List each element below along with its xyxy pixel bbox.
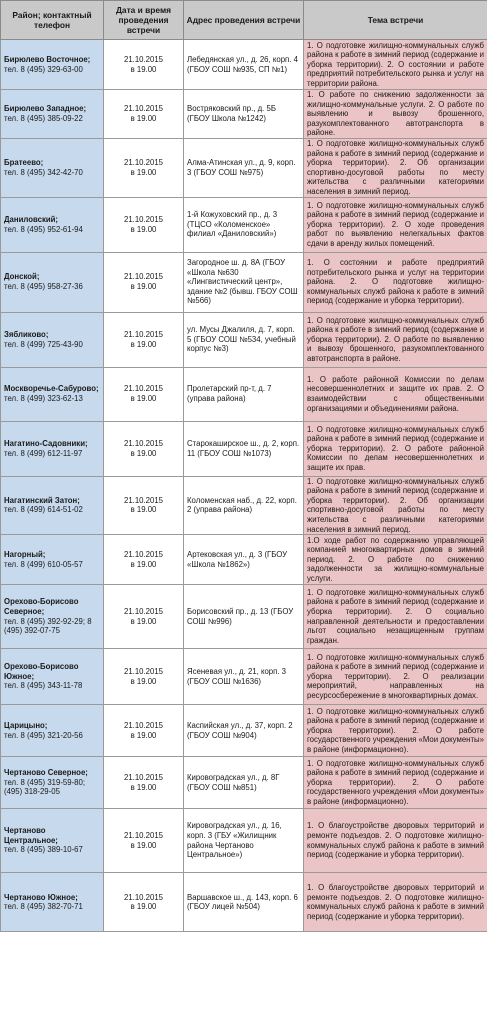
address-cell: Варшавское ш., д. 143, корп. 6 (ГБОУ лицей №504) [184, 873, 304, 932]
topic-cell: 1. О подготовке жилищно-коммунальных служб района к работе в зимний период (содержание и уборка территории). 2. О состоянии и работе предприятий потребительского рынка и услуг на территории района. [304, 40, 487, 90]
meeting-date: 21.10.2015 [123, 495, 164, 505]
district-cell [1, 757, 104, 809]
datetime-cell [104, 197, 184, 252]
district-name: Даниловский; [4, 214, 59, 224]
district-cell [1, 197, 104, 252]
district-name: Нагатино-Садовники; [4, 438, 88, 448]
district-phone: тел. 8 (495) 389-10-67 [4, 845, 83, 855]
district-cell [1, 649, 104, 705]
meeting-time: в 19.00 [130, 394, 157, 404]
datetime-cell [104, 312, 184, 367]
datetime-cell [104, 90, 184, 139]
district-cell [1, 873, 104, 932]
district-cell [1, 705, 104, 757]
datetime-cell [104, 757, 184, 809]
datetime-cell [104, 873, 184, 932]
topic-cell: 1. О подготовке жилищно-коммунальных служб района к работе в зимний период (содержание и уборка территории). 2. О социально направленной деятельности и предоставлении льгот социально незащищенным группам граждан. [304, 585, 487, 649]
topic-cell: 1. О работе районной Комиссии по делам несовершеннолетних и защите их прав. 2. О взаимодействии с общественными организациями и объединениями района. [304, 367, 487, 421]
table-row [1, 873, 487, 932]
table-header [1, 1, 487, 40]
header-topic: Тема встречи [304, 1, 487, 40]
meeting-date: 21.10.2015 [123, 54, 164, 64]
header-address: Адрес проведения встречи [184, 1, 304, 40]
district-phone: тел. 8 (499) 725-43-90 [4, 339, 83, 349]
meeting-time: в 19.00 [130, 114, 157, 123]
address-cell: Ясеневая ул., д. 21, корп. 3 (ГБОУ СОШ №1636) [184, 649, 304, 705]
datetime-cell [104, 649, 184, 705]
datetime-cell [104, 476, 184, 535]
table-row [1, 476, 487, 535]
district-phone: тел. 8 (499) 323-62-13 [4, 394, 83, 404]
meeting-date: 21.10.2015 [123, 384, 164, 394]
meeting-date: 21.10.2015 [123, 104, 164, 114]
topic-cell: 1. О подготовке жилищно-коммунальных служб района к работе в зимний период (содержание и уборка территории). 2. О работе государственного учреждения «Мои документы» в районе (информационно). [304, 705, 487, 757]
district-name: Зябликово; [4, 329, 49, 339]
address-cell: Загородное ш. д. 8А (ГБОУ «Школа №630 «Лингвистический центр», здание №2 (бывш. ГБОУ СОШ №566) [184, 252, 304, 312]
district-name: Царицыно; [4, 721, 48, 731]
meeting-date: 21.10.2015 [123, 667, 164, 677]
datetime-cell [104, 421, 184, 476]
district-cell [1, 367, 104, 421]
district-phone: тел. 8 (495) 342-42-70 [4, 167, 83, 177]
topic-cell: 1. О подготовке жилищно-коммунальных служб района к работе в зимний период (содержание и уборка территории). 2. О реализации мероприятий, направленных на ресурсосбережение в многоквартирных домах. [304, 649, 487, 705]
district-phone: тел. 8 (499) 610-05-57 [4, 559, 83, 569]
district-phone: тел. 8 (499) 614-51-02 [4, 505, 83, 515]
district-cell [1, 252, 104, 312]
topic-cell: 1. О работе по снижению задолженности за жилищно-коммунальные услуги. 2. О работе по выявлению и вывозу брошенного, разукомплектованного автотранспорта в районе. [304, 90, 487, 139]
table-row [1, 421, 487, 476]
address-cell: Старокаширское ш., д. 2, корп. 11 (ГБОУ СОШ №1073) [184, 421, 304, 476]
topic-cell: 1. О подготовке жилищно-коммунальных служб района к работе в зимний период (содержание и уборка территории). 2. О работе государственного учреждения «Мои документы» в районе (информационно). [304, 757, 487, 809]
table-row [1, 139, 487, 198]
district-cell [1, 312, 104, 367]
meeting-time: в 19.00 [130, 448, 157, 458]
meeting-time: в 19.00 [130, 282, 157, 292]
district-name: Орехово-Борисово Северное; [4, 597, 79, 617]
address-cell: Кировоградская ул., д. 16, корп. 3 (ГБУ «Жилищник района Чертаново Центральное») [184, 809, 304, 873]
meeting-time: в 19.00 [130, 782, 157, 792]
district-phone: тел. 8 (495) 385-09-22 [4, 114, 83, 123]
meeting-date: 21.10.2015 [123, 272, 164, 282]
meeting-date: 21.10.2015 [123, 831, 164, 841]
table-row [1, 252, 487, 312]
meeting-time: в 19.00 [130, 224, 157, 234]
meeting-time: в 19.00 [130, 730, 157, 740]
topic-cell: 1. О подготовке жилищно-коммунальных служб района к работе в зимний период (содержание и уборка территории). 2. О работе районной Комиссии по делам несовершеннолетних и защите их прав. [304, 421, 487, 476]
topic-cell: 1. О благоустройстве дворовых территорий и ремонте подъездов. 2. О подготовке жилищно-коммунальных служб района к работе в зимний период (содержание и уборка территории). [304, 809, 487, 873]
table-row [1, 367, 487, 421]
table-row [1, 649, 487, 705]
datetime-cell [104, 535, 184, 585]
meeting-date: 21.10.2015 [123, 607, 164, 617]
meeting-date: 21.10.2015 [123, 550, 164, 560]
district-phone: тел. 8 (495) 958-27-36 [4, 282, 83, 292]
table-row [1, 312, 487, 367]
table-row [1, 535, 487, 585]
district-name: Орехово-Борисово Южное; [4, 662, 79, 681]
topic-cell: 1. О подготовке жилищно-коммунальных служб района к работе в зимний период (содержание и уборка территории). 2. О ходе проведения работ по выявлению нелегкальных фактов сдачи в аренду жилых помещений. [304, 197, 487, 252]
meeting-time: в 19.00 [130, 840, 157, 850]
address-cell: Артековская ул., д. 3 (ГБОУ «Школа №1862») [184, 535, 304, 585]
meeting-date: 21.10.2015 [123, 773, 164, 783]
meeting-time: в 19.00 [130, 64, 157, 74]
meeting-time: в 19.00 [130, 339, 157, 349]
district-cell [1, 585, 104, 649]
district-name: Нагорный; [4, 550, 46, 560]
topic-cell: 1. О подготовке жилищно-коммунальных служб района к работе в зимний период (содержание и уборка территории). 2. Об организации спортивно-досуговой работы по месту жительства с различными категориями населения в зимний период. [304, 476, 487, 535]
address-cell: Алма-Атинская ул., д. 9, корп. 3 (ГБОУ СОШ №975) [184, 139, 304, 198]
district-phone: тел. 8 (495) 343-11-78 [4, 681, 83, 691]
district-name: Бирюлево Восточное; [4, 54, 91, 64]
datetime-cell [104, 252, 184, 312]
district-phone: тел. 8 (495) 319-59-80; (495) 318-29-05 [4, 777, 86, 797]
meeting-time: в 19.00 [130, 559, 157, 569]
datetime-cell [104, 40, 184, 90]
topic-cell: 1. О состоянии и работе предприятий потребительского рынка и услуг на территории района. 2. О подготовке жилищно-коммунальных служб района к работе в зимний период (содержание и уборка территории). [304, 252, 487, 312]
district-name: Чертаново Центральное; [4, 826, 58, 845]
district-name: Чертаново Северное; [4, 768, 88, 778]
address-cell: Коломенская наб., д. 22, корп. 2 (управа района) [184, 476, 304, 535]
district-phone: тел. 8 (495) 952-61-94 [4, 224, 83, 234]
district-name: Донской; [4, 272, 40, 282]
datetime-cell [104, 585, 184, 649]
district-cell [1, 535, 104, 585]
district-cell [1, 90, 104, 139]
district-cell [1, 809, 104, 873]
meeting-time: в 19.00 [130, 676, 157, 686]
datetime-cell [104, 139, 184, 198]
address-cell: Востряковский пр., д. 5Б (ГБОУ Школа №1242) [184, 90, 304, 139]
table-body [1, 40, 487, 932]
meeting-time: в 19.00 [130, 902, 157, 912]
district-cell [1, 139, 104, 198]
table-row [1, 757, 487, 809]
table-row [1, 90, 487, 139]
datetime-cell [104, 367, 184, 421]
meeting-date: 21.10.2015 [123, 329, 164, 339]
district-name: Бирюлево Западное; [4, 104, 87, 114]
district-name: Чертаново Южное; [4, 892, 78, 902]
meeting-time: в 19.00 [130, 505, 157, 515]
meeting-date: 21.10.2015 [123, 158, 164, 168]
header-district: Район; контактный телефон [1, 1, 104, 40]
district-cell [1, 40, 104, 90]
meeting-time: в 19.00 [130, 167, 157, 177]
address-cell: Каспийская ул., д. 37, корп. 2 (ГБОУ СОШ №904) [184, 705, 304, 757]
header-datetime: Дата и время проведения встречи [104, 1, 184, 40]
district-name: Нагатинский Затон; [4, 495, 80, 505]
address-cell: Лебедянская ул., д. 26, корп. 4 (ГБОУ СОШ №935, СП №1) [184, 40, 304, 90]
meeting-date: 21.10.2015 [123, 892, 164, 902]
address-cell: Пролетарский пр-т, д. 7 (управа района) [184, 367, 304, 421]
address-cell: 1-й Кожуховский пр., д. 3 (ТЦСО «Коломенское» филиал «Даниловский») [184, 197, 304, 252]
address-cell: Кировоградская ул., д. 8Г (ГБОУ СОШ №851) [184, 757, 304, 809]
district-phone: тел. 8 (499) 612-11-97 [4, 448, 83, 458]
datetime-cell [104, 705, 184, 757]
table-row [1, 585, 487, 649]
district-phone: тел. 8 (495) 392-92-29; 8 (495) 392-07-75 [4, 616, 92, 636]
datetime-cell [104, 809, 184, 873]
address-cell: ул. Мусы Джалиля, д. 7, корп. 5 (ГБОУ СОШ №534, учебный корпус №3) [184, 312, 304, 367]
topic-cell: 1. О благоустройстве дворовых территорий и ремонте подъездов. 2. О подготовке жилищно-коммунальных служб района к работе в зимний период (содержание и уборка территории). [304, 873, 487, 932]
district-name: Братеево; [4, 158, 44, 168]
district-cell [1, 421, 104, 476]
address-cell: Борисовский пр., д. 13 (ГБОУ СОШ №996) [184, 585, 304, 649]
topic-cell: 1. О подготовке жилищно-коммунальных служб района к работе в зимний период (содержание и уборка территории). 2. Об организации спортивно-досуговой работы по месту жительства с различными категориями населения в зимний период. [304, 139, 487, 198]
meeting-date: 21.10.2015 [123, 214, 164, 224]
topic-cell: 1. О подготовке жилищно-коммунальных служб района к работе в зимний период (содержание и уборка территории). 2. О работе по выявлению и вывозу брошенного, разукомплектованного автотранспорта в районе. [304, 312, 487, 367]
district-cell [1, 476, 104, 535]
meeting-time: в 19.00 [130, 616, 157, 626]
header-row [1, 1, 487, 40]
meeting-date: 21.10.2015 [123, 438, 164, 448]
district-phone: тел. 8 (495) 321-20-56 [4, 730, 83, 740]
district-name: Москворечье-Сабурово; [4, 384, 99, 394]
district-phone: тел. 8 (495) 329-63-00 [4, 64, 83, 74]
table-row [1, 40, 487, 90]
meeting-date: 21.10.2015 [123, 721, 164, 731]
table-row [1, 197, 487, 252]
topic-cell: 1.О ходе работ по содержанию управляющей компанией многоквартирных домов в зимний период. 2. О работе по снижению задолженности за жилищно-коммунальные услуги. [304, 535, 487, 585]
table-row [1, 809, 487, 873]
district-phone: тел. 8 (495) 382-70-71 [4, 902, 83, 912]
table-row [1, 705, 487, 757]
